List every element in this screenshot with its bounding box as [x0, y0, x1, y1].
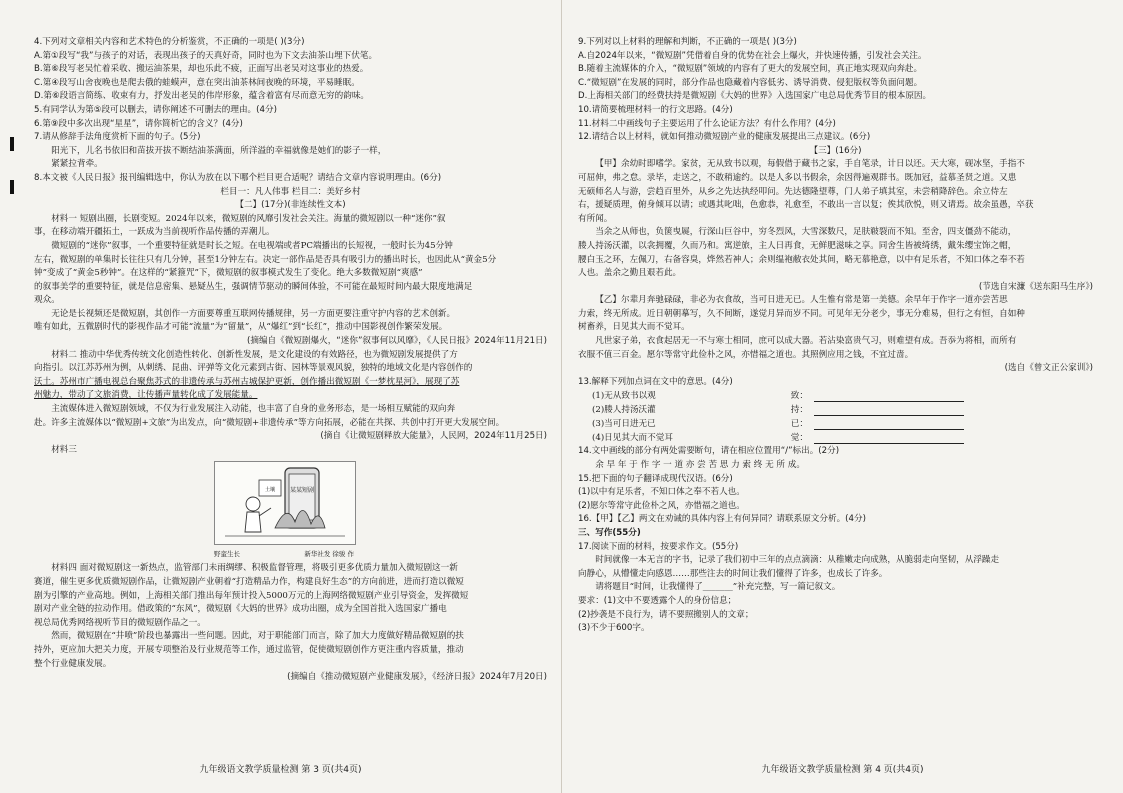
text-line: 衣服不值三百金。愿尔等常守此俭朴之风，亦惜福之道也。其照例应用之钱，不宜过啬。	[578, 349, 914, 360]
text-line: 【二】(17分)(非连续性文本)	[235, 200, 346, 211]
answer-blank[interactable]	[814, 405, 964, 416]
text-line: 右，援疑质理，俯身倾耳以请；或遇其叱咄，色愈恭，礼愈至，不敢出一言以复；俟其欣悦，则又请焉。故余虽愚，卒获	[578, 200, 1034, 211]
binding-mark	[10, 137, 14, 151]
answer-blank[interactable]	[814, 419, 964, 430]
text-line: A.自2024年以来，“微短剧”凭借着自身的优势在社会上爆火，并快速传播，引发社会关注。	[578, 50, 927, 61]
text-line: 树畜养，日见其大而不觉耳。	[578, 322, 690, 333]
text-line: 然而，微短剧在“井喷”阶段也暴露出一些问题。因此，对于职能部门而言，除了加大力度做好精品微短剧的扶	[51, 631, 464, 642]
q13-sentence: (4)日见其大而不觉耳	[592, 433, 673, 444]
text-line: 11.材料二中画线句子主要运用了什么论证方法？有什么作用？(4分)	[578, 118, 836, 129]
text-line: A.第①段写“我”与孩子的对话，表现出孩子的天真好奇，同时也为下文去油茶山埋下伏笔。	[34, 50, 378, 61]
text-line: 6.第⑨段中多次出现“星星”，请你简析它的含义？(4分)	[34, 118, 243, 129]
q13-item	[592, 431, 1093, 445]
text-line: 栏目一：凡人伟事 栏目二：美好乡村	[220, 186, 361, 197]
text-line: (摘编自《推动微短剧产业健康发展》，《经济日报》2024年7月20日)	[287, 672, 547, 683]
cartoon-caption-left: 野蛮生长	[214, 550, 240, 559]
q13-answers	[578, 389, 1093, 445]
text-line: 要求：(1)文中不要透露个人的身份信息；	[578, 595, 737, 606]
text-line: D.上海相关部门的经费扶持是微短剧《大妈的世界》入选国家广电总局优秀节目的根本原因。	[578, 91, 932, 102]
text-line: 州魅力，带动了文旅消费，让传播声量转化成了发展能量。	[34, 390, 258, 401]
answer-blank[interactable]	[814, 433, 964, 444]
text-line: 钟”变成了“黄金5秒钟”。在这样的“紧箍咒”下，微短剧的叙事模式发生了变化。绝大多数微短剧“爽感”	[34, 268, 423, 279]
text-line: 余 早 年 于 作 字 一 道 亦 尝 苦 思 力 索 终 无 所 成。	[595, 460, 805, 471]
text-line: 赛道，催生更多优质微短剧作品，让微短剧产业朝着“打造精品力作，构建良好生态”的方向前进，进而打造以微短	[34, 577, 464, 587]
text-line: 沃土。苏州市广播电视总台聚焦苏式的非遗传承与苏州古城保护更新，创作播出微短剧《一梦枕星河》，展现了苏	[34, 376, 460, 387]
q13-word: 致：	[790, 391, 808, 402]
text-line: 阳光下，儿名书依旧和苗拔开拔不断结油茶满面，所洋溢的幸福就像是她们的影子一样，	[51, 145, 387, 156]
text-line: 【甲】余幼时即嗜学。家贫，无从致书以观，每假借于藏书之家，手自笔录，计日以还。天大寒，砚冰坚，手指不	[595, 159, 1025, 170]
text-line: 13.解释下列加点词在文中的意思。(4分)	[578, 376, 733, 387]
text-line: 微短剧的“迷你”叙事，一个重要特征就是时长之短。在电视端或者PC端播出的长短视，一般时长为45分钟	[51, 240, 453, 251]
text-line: (摘编自《微短剧爆火，“迷你”叙事何以风靡》，《人民日报》2024年11月21日)	[247, 336, 547, 347]
text-line: 力索，终无所成。近日朝朝摹写，久不间断，遂觉月异而岁不同。可见年无分老少，事无分难易，但行之有恒，自如种	[578, 308, 1025, 319]
text-line: 紧紧拉背牵。	[51, 159, 103, 170]
page-3-footer: 九年级语文教学质量检测 第 3 页(共4页)	[199, 765, 362, 775]
text-line: 赴。许多主流媒体以“微短剧+文旅”为出发点，向“微短剧+非遗传承”等方向拓展，必能在共探、共创中打开更大发展空间。	[34, 417, 505, 428]
text-line: 三、写作(55分)	[578, 528, 641, 538]
q13-sentence: (2)媵人持汤沃灌	[592, 405, 656, 416]
text-line: 视总局优秀网络视听节目的微短剧作品之一。	[34, 617, 206, 628]
text-line: (1)以中有足乐者，不知口体之奉不若人也。	[578, 487, 745, 498]
text-line: 4.下列对文章相关内容和艺术特色的分析鉴赏，不正确的一项是( )(3分)	[34, 37, 305, 47]
text-line: 有所闻。	[578, 213, 613, 224]
text-line: 人也。盖余之勤且艰若此。	[578, 268, 682, 279]
text-line: 17.阅读下面的材料，按要求作文。(55分)	[578, 541, 739, 552]
text-line: 材料三	[51, 444, 77, 455]
q13-word: 觉：	[790, 433, 808, 444]
text-line: 持外，更应加大把关力度，开展专项整治及行业规范等工作，通过监管，促使微短剧创作方更注重内容质量，推动	[34, 644, 464, 655]
text-line: B.第⑥段写老吴忙着采收、搬运油茶果，却也乐此不疲，正面写出老吴对这事业的热爱。	[34, 64, 369, 75]
text-line: 事，在移动端开疆拓土，一跃成为当前视听作品传播的弄潮儿。	[34, 227, 275, 238]
page-4-text	[578, 36, 1093, 389]
cartoon-caption-right: 新华社发 徐骏 作	[304, 550, 354, 559]
q13-word: 持：	[790, 405, 808, 416]
text-line: 无论是长视频还是微短剧，其创作一方面要尊重互联网传播规律，另一方面更要注重守护内容的艺术创新。	[51, 308, 456, 319]
cartoon-caption	[214, 549, 354, 558]
text-line: 腰白玉之环，左佩刀，右备容臭，烨然若神人；余则缊袍敝衣处其间，略无慕艳意，以中有足乐者，不知口体之奉不若	[578, 254, 1025, 265]
cartoon-drawing	[215, 462, 355, 544]
text-line: 材料四 面对微短剧这一新热点，监管部门未雨绸缪、积极监督管理，将吸引更多优质力量加入微短剧这一新	[51, 563, 458, 574]
text-line: C.“微短剧”在发展的同时，部分作品也隐藏着内容低劣、诱导消费、侵犯版权等负面问题。	[578, 77, 923, 88]
text-line: 向静心，从懵懂走向感恩……那些注去的时间让我们懂得了许多，也成长了许多。	[578, 568, 888, 579]
text-line: 16.【甲】【乙】两文在劝诫的具体内容上有何异同？请联系原文分析。(4分)	[578, 514, 866, 525]
page-3-text-2	[34, 562, 547, 684]
text-line: 7.请从修辞手法角度赏析下面的句子。(5分)	[34, 132, 201, 143]
text-line: 9.下列对以上材料的理解和判断，不正确的一项是( )(3分)	[578, 37, 797, 47]
q13-sentence: (1)无从致书以观	[592, 391, 656, 402]
text-line: (选自《曾文正公家训》)	[1004, 363, 1093, 374]
text-line: 向指引。以江苏苏州为例，从刺绣、昆曲、评弹等文化元素到古街、园林等景观风貌，独特的地域文化是内容创作的	[34, 363, 473, 374]
text-line: 主流媒体进入微短剧领域，不仅为行业发展注入动能，也丰富了自身的业务形态，是一场相互赋能的双向奔	[51, 404, 456, 415]
text-line: 材料一 短剧出圈，长剧变短。2024年以来，微短剧的风靡引发社会关注。海量的微短剧以一种“迷你”叙	[51, 213, 446, 224]
text-line: 5.有同学认为第⑤段可以删去，请你阐述不可删去的理由。(4分)	[34, 104, 277, 115]
text-line: 观众。	[34, 295, 60, 306]
binding-mark	[10, 180, 14, 194]
text-line: (2)抄袭是不良行为，请不要照搬别人的文章；	[578, 609, 754, 620]
text-line: B.随着主流媒体的介入，“微短剧”领域的内容有了更大的发展空间，真正地实现双向奔赴。	[578, 64, 923, 75]
text-line: (3)不少于600字。	[578, 623, 650, 634]
text-line: (节选自宋濂《送东阳马生序》)	[978, 281, 1093, 292]
text-line: 【三】(16分)	[809, 145, 862, 156]
text-line: 时间就像一本无言的字书，记录了我们初中三年的点点滴滴：从稚嫩走向成熟，从脆弱走向坚韧，从浮躁走	[595, 555, 1000, 566]
text-line: 请将题目“时间，让我懂得了_______”补充完整，写一篇记叙文。	[595, 582, 841, 593]
text-line: C.第④段写山舍夜晚也是爬去俄的蛙蟆声，意在突出油茶林间夜晚的环境，平易睡眠。	[34, 77, 360, 88]
page-4	[561, 0, 1123, 793]
q13-word: 已：	[790, 419, 808, 430]
text-line: 12.请结合以上材料，就如何推动微短剧产业的健康发展提出三点建议。(6分)	[578, 132, 871, 143]
page-4-footer: 九年级语文教学质量检测 第 4 页(共4页)	[761, 765, 924, 775]
q13-item	[592, 403, 1093, 417]
text-line: 无硕师名人与游，尝趋百里外，从乡之先达执经叩问。先达德隆望尊，门人弟子填其室，未尝稍降辞色。余立侍左	[578, 186, 1008, 197]
text-line: 左右，微短剧的单集时长往往只有几分钟，甚至1分钟左右。决定一部作品是否具有吸引力的播出时长，也因此从“黄金5分	[34, 254, 497, 265]
q13-item	[592, 389, 1093, 403]
text-line: 当余之从师也，负箧曳屣，行深山巨谷中，穷冬烈风，大雪深数尺，足肤皲裂而不知。至舍，四支僵劲不能动，	[595, 227, 1017, 238]
page-3	[0, 0, 561, 793]
text-line: 8.本文被《人民日报》报刊编辑选中，你认为放在以下哪个栏目更合适呢？请结合文章内容说明理由。(6分)	[34, 172, 442, 183]
answer-blank[interactable]	[814, 391, 964, 402]
box-label: 土壤	[264, 487, 276, 494]
text-line: 凡世家子弟，衣食起居无一不与寒士相同，庶可以成大器。若沾染富贵气习，则难望有成。吾忝为将相，而所有	[595, 336, 1017, 347]
q13-sentence: (3)当可日进无已	[592, 419, 656, 430]
page-3-text	[34, 36, 547, 457]
text-line: 10.请简要梳理材料一的行文思路。(4分)	[578, 104, 733, 115]
text-line: 15.把下面的句子翻译成现代汉语。(6分)	[578, 473, 733, 484]
cartoon-illustration	[214, 461, 356, 545]
text-line: D.第⑥段语言简练、收束有力，抒发出老吴的伟岸形象，蕴含着富有尽而意无穷的韵味。	[34, 91, 370, 102]
text-line: 剧对产业全链的拉动作用。借政策的“东风”，微短剧《大妈的世界》成功出圈，成为全国首批入选国家广播电	[34, 604, 447, 615]
text-line: (2)愿尔等常守此俭朴之风，亦惜福之道也。	[578, 500, 745, 511]
text-line: 14.文中画线的部分有两处需要断句，请在相应位置用“/”标出。(2分)	[578, 446, 840, 457]
text-line: 整个行业健康发展。	[34, 658, 112, 669]
page-4-text-2	[578, 445, 1093, 635]
text-line: 材料二 推动中华优秀传统文化创造性转化、创新性发展，是文化建设的有效路径，也为微短剧发展提供了方	[51, 349, 458, 360]
text-line: 剧为引擎的产业高地。例如，上海相关部门推出每年预计投入5000万元的上海网络微短剧产业引导资金，发挥微短	[34, 590, 469, 601]
q13-item	[592, 417, 1093, 431]
text-line: 可屈伸，弗之怠。录毕，走送之，不敢稍逾约。以是人多以书假余，余因得遍观群书。既加冠，益慕圣贤之道。又患	[578, 172, 1017, 183]
text-line: (摘自《让微短剧释放大能量》，人民网，2024年11月25日)	[320, 431, 547, 442]
text-line: 唯有如此，五微剧时代的影视作品才可能“流量”为“留量”，从“爆红”到“长红”，推动中国影视创作繁荣发展。	[34, 322, 448, 333]
phone-label: 某某短剧	[289, 487, 315, 495]
text-line: 媵人持汤沃灌，以衾拥覆，久而乃和。寓逆旅，主人日再食，无鲜肥滋味之享。同舍生皆被绮绣，戴朱缨宝饰之帽，	[578, 240, 1017, 251]
text-line: 【乙】尔辈月奔驰碌碌，非必为衣食故，当可日进无已。人生惟有常是第一美德。余早年于作字一道亦尝苦思	[595, 295, 1008, 306]
text-line: 的叙事美学的重要特征，就是信息密集、悬疑丛生，强调情节驱动的瞬间体验，不可能在最短时间内最大限度地满足	[34, 281, 473, 292]
